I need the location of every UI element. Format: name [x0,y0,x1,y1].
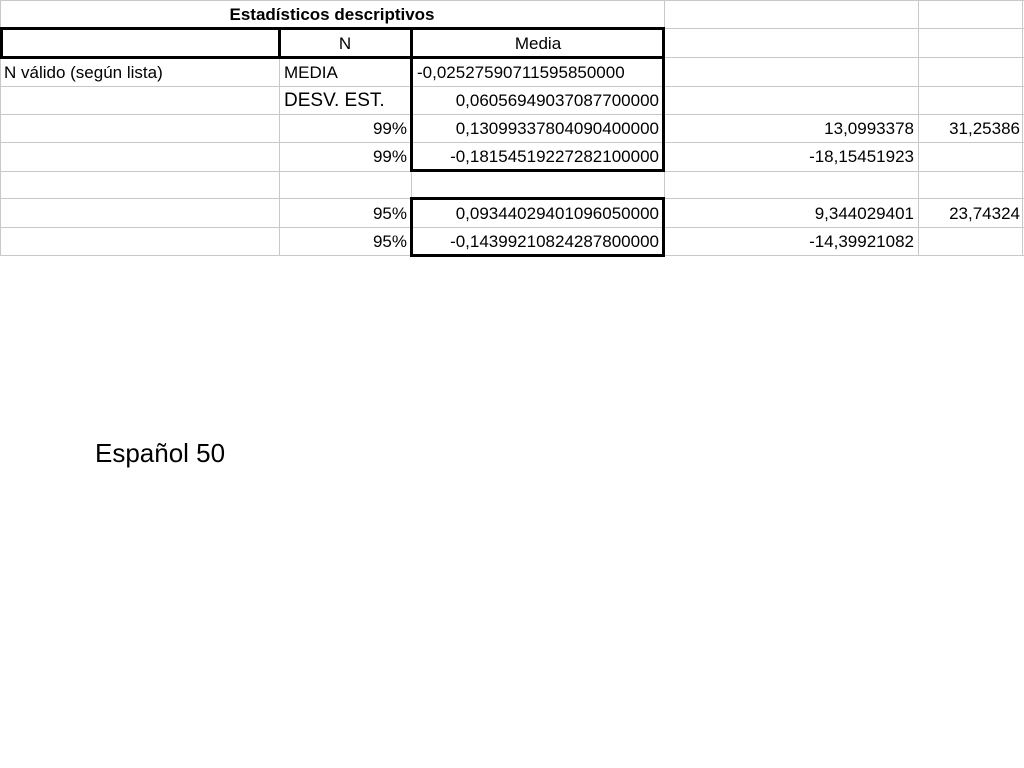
row-label: 99% [372,147,407,166]
row-col5: 31,25386 [949,119,1020,138]
row-col4: 13,0993378 [824,119,914,138]
row-col4: 9,344029401 [814,203,914,223]
row-value: 0,09344029401096050000 [455,203,659,223]
row-value: -0,18154519227282100000 [450,147,659,166]
valid-n-label: N válido (según lista) [4,63,163,82]
grid-line [411,171,412,199]
row-value: 0,13099337804090400000 [455,119,659,138]
row-value: 0,06056949037087700000 [455,91,659,110]
table-title: Estadísticos descriptivos [229,5,435,24]
row-label: DESV. EST. [284,90,385,111]
row-col4: -14,39921082 [809,232,914,251]
caption-text: Español 50 [95,438,226,468]
row-col4: -18,15451923 [809,147,914,166]
row-value: -0,02527590711595850000 [417,63,625,82]
row-label: 95% [372,232,407,251]
header-media: Media [514,34,562,53]
header-n: N [338,34,352,53]
grid-line [664,28,1024,29]
table-border [0,27,3,59]
row-value: -0,14399210824287800000 [450,232,659,251]
row-label: 99% [372,119,407,138]
row-label: MEDIA [284,63,338,82]
row-col5: 23,74324 [949,203,1020,223]
row-label: 95% [372,203,407,223]
grid-line [664,57,1024,58]
